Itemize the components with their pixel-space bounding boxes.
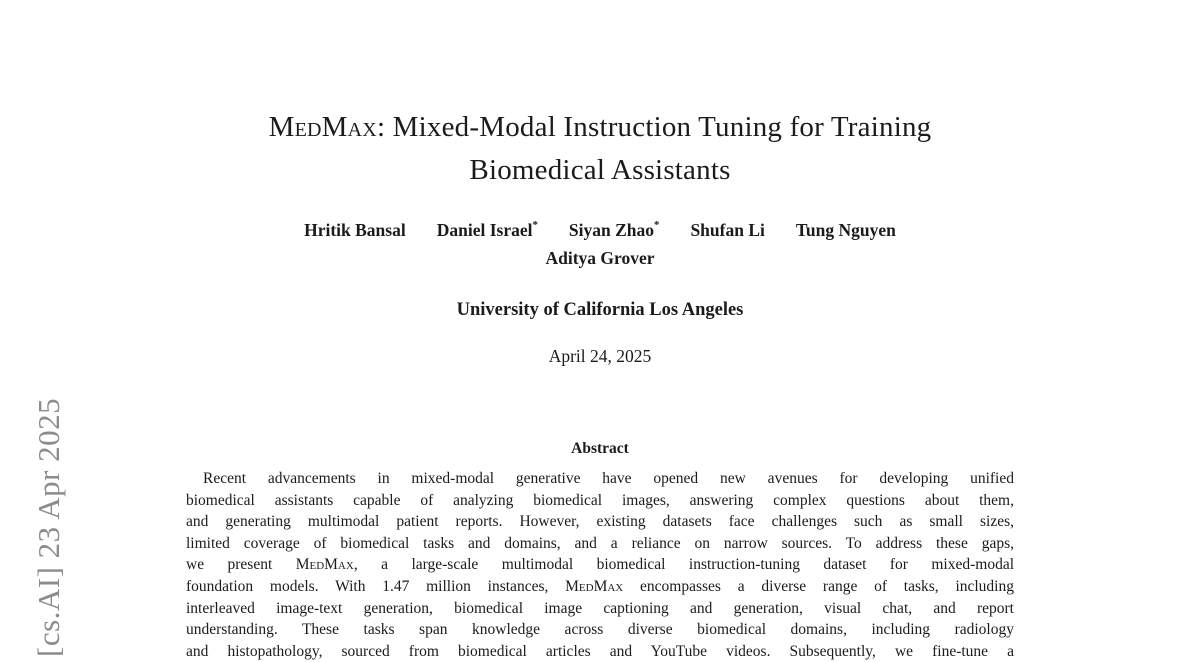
paper-title bbox=[0, 106, 1200, 192]
authors-row-2 bbox=[0, 248, 1200, 269]
abstract-line: we present MedMax, a large-scale multimodal biomedical instruction-tuning dataset for mixed-modal bbox=[186, 556, 1015, 574]
paper-title-line-1: MedMax: Mixed-Modal Instruction Tuning for Training bbox=[268, 111, 932, 143]
affiliation: University of California Los Angeles bbox=[456, 300, 744, 320]
author-name: Aditya Grover bbox=[545, 248, 655, 268]
abstract-line: Recent advancements in mixed-modal generative have opened new avenues for developing unified bbox=[203, 470, 1014, 487]
author-name: Daniel Israel* bbox=[436, 219, 538, 240]
author-name: Tung Nguyen bbox=[795, 220, 896, 240]
abstract-line: and histopathology, sourced from biomedical articles and YouTube videos. Subsequently, we fine-tune a bbox=[186, 642, 1014, 660]
author-marker: * bbox=[532, 219, 538, 232]
abstract-line: limited coverage of biomedical tasks and domains, and a reliance on narrow sources. To address these gaps, bbox=[186, 534, 1014, 552]
paper-title-line-2: Biomedical Assistants bbox=[469, 154, 731, 186]
abstract-line: interleaved image-text generation, biomedical image captioning and generation, visual chat, and report bbox=[186, 599, 1014, 617]
paper-date: April 24, 2025 bbox=[548, 346, 652, 366]
abstract-line: biomedical assistants capable of analyzing biomedical images, answering complex questions about them, bbox=[186, 491, 1014, 509]
abstract-line: understanding. These tasks span knowledge across diverse biomedical domains, including radiology bbox=[186, 621, 1014, 639]
authors-row-1 bbox=[0, 220, 1200, 241]
author-name: Shufan Li bbox=[690, 220, 765, 240]
abstract-line: and generating multimodal patient reports. However, existing datasets face challenges such as small sizes, bbox=[186, 513, 1014, 531]
author-name: Hritik Bansal bbox=[304, 220, 406, 240]
arxiv-watermark: [cs.AI] 23 Apr 2025 bbox=[31, 397, 66, 657]
abstract-body bbox=[186, 468, 1014, 662]
abstract-line: foundation models. With 1.47 million instances, MedMax encompasses a diverse range of tasks, including bbox=[186, 577, 1014, 595]
author-name: Siyan Zhao* bbox=[568, 219, 660, 240]
abstract-heading: Abstract bbox=[571, 440, 629, 457]
author-marker: * bbox=[654, 219, 660, 232]
